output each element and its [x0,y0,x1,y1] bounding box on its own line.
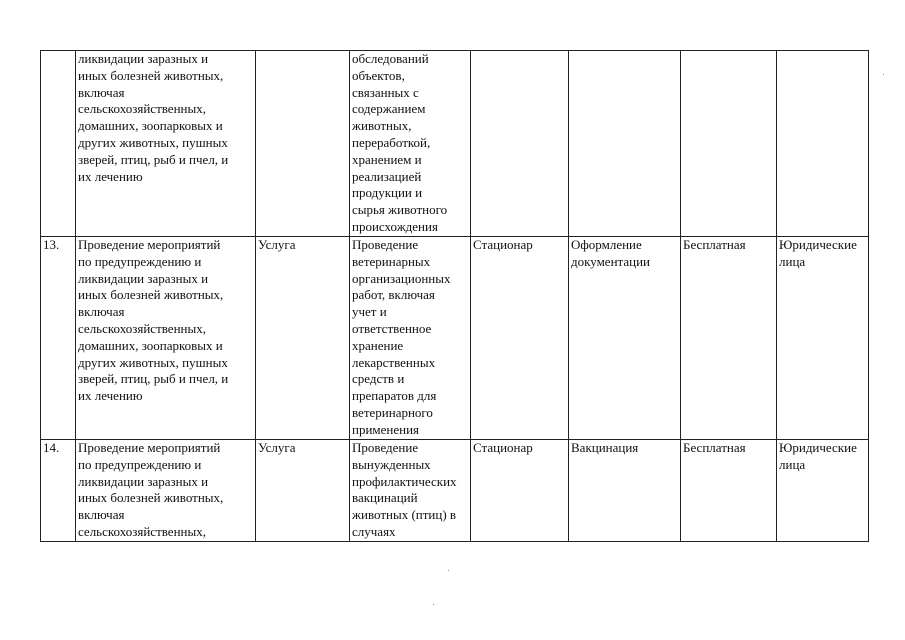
service-name-cell: Проведение мероприятий по предупреждению и ликвидации заразных и иных болезней животных, включая сельскохозяйственных, домашних, зоопарковых и других животных, пушных зверей, птиц, рыб и пчел, и их лечению [76,237,256,440]
table-row [41,51,869,237]
row-number-cell: 14. [41,440,76,542]
service-content-cell: обследований объектов, связанных с содержанием животных, переработкой, хранением и реализацией продукции и сырья животного происхождения [350,51,471,237]
payment-cell: Бесплатная [681,440,777,542]
service-type-cell [256,51,350,237]
consumers-cell: Юридические лица [777,237,869,440]
service-condition-cell: Стационар [471,237,569,440]
service-type-cell: Услуга [256,440,350,542]
service-condition-cell [471,51,569,237]
scan-speck [883,74,884,75]
payment-cell: Бесплатная [681,237,777,440]
service-form-cell [569,51,681,237]
service-content-cell: Проведение ветеринарных организационных работ, включая учет и ответственное хранение лекарственных средств и препаратов для ветеринарного применения [350,237,471,440]
service-content-cell: Проведение вынужденных профилактических вакцинаций животных (птиц) в случаях [350,440,471,542]
scan-speck [448,570,449,571]
consumers-cell [777,51,869,237]
table-row [41,237,869,440]
service-condition-cell: Стационар [471,440,569,542]
service-type-cell: Услуга [256,237,350,440]
row-number-cell: 13. [41,237,76,440]
service-form-cell: Оформление документации [569,237,681,440]
consumers-cell: Юридические лица [777,440,869,542]
service-name-cell: ликвидации заразных и иных болезней животных, включая сельскохозяйственных, домашних, зоопарковых и других животных, пушных зверей, птиц, рыб и пчел, и их лечению [76,51,256,237]
service-form-cell: Вакцинация [569,440,681,542]
row-number-cell [41,51,76,237]
service-name-cell: Проведение мероприятий по предупреждению и ликвидации заразных и иных болезней животных, включая сельскохозяйственных, [76,440,256,542]
services-table [40,50,869,542]
table-row [41,440,869,542]
scan-speck [433,604,434,605]
payment-cell [681,51,777,237]
